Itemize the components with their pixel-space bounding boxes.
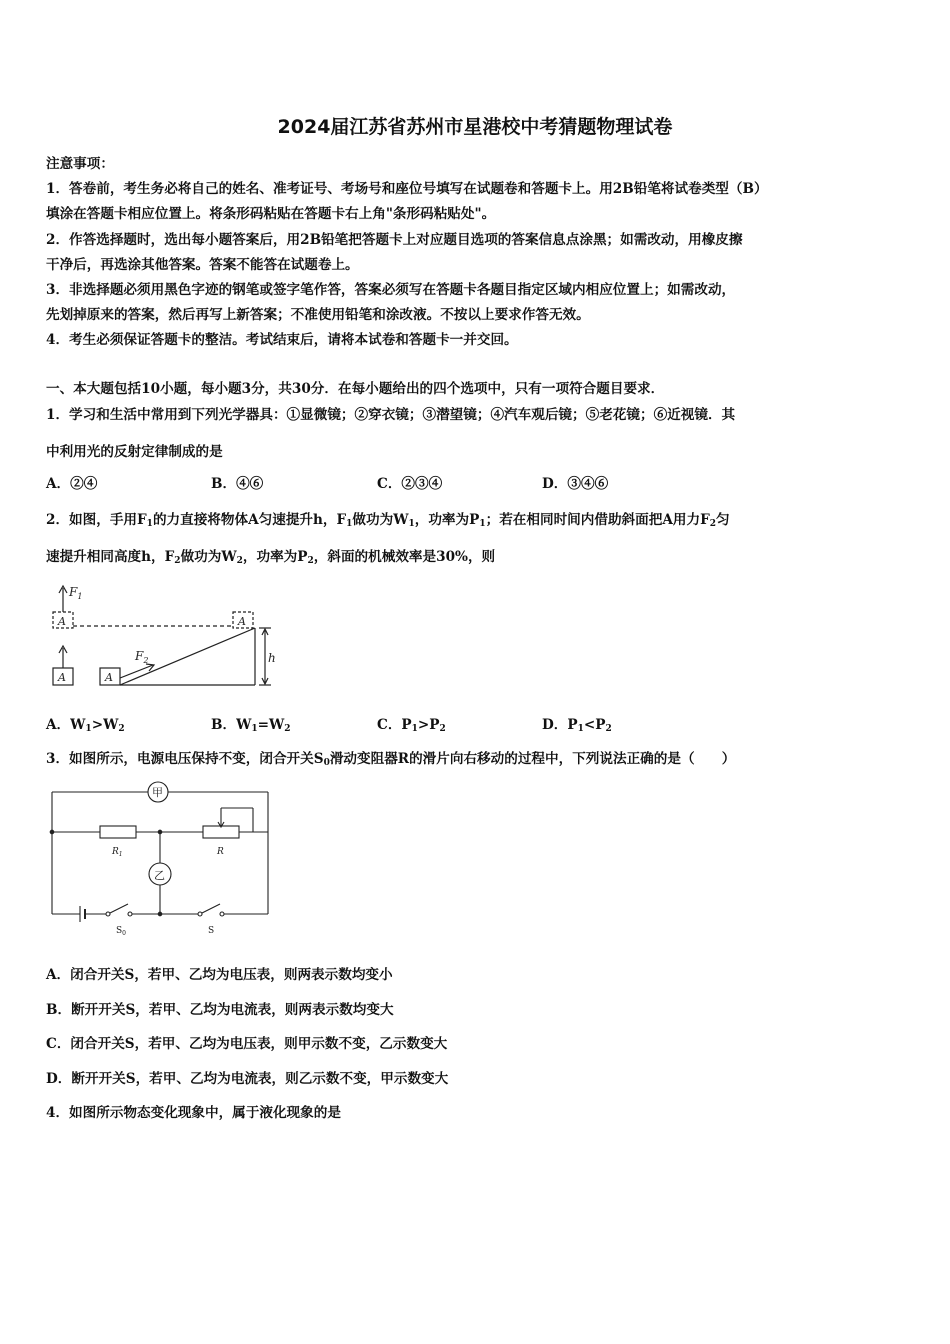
circuit-figure — [48, 778, 278, 938]
switch-contact — [106, 912, 110, 916]
meter-yi-label: 乙 — [154, 869, 165, 882]
q2-option-d: D．$P_1<P_2$ — [542, 717, 612, 734]
notice-line: 3．非选择题必须用黑色字迹的钢笔或签字笔作答，答案必须写在答题卡各题目指定区域内相应位置上；如需改动， — [46, 282, 736, 298]
notice-line: 干净后，再选涂其他答案。答案不能答在试题卷上。 — [46, 257, 359, 273]
switch-contact — [198, 912, 202, 916]
q2-option-a: A．$W_1>W_2$ — [46, 717, 125, 734]
label-f1: $F_1$ — [69, 585, 83, 601]
label-a: A — [105, 671, 113, 684]
question-1-line: 1．学习和生活中常用到下列光学器具：①显微镜；②穿衣镜；③潜望镜；④汽车观后镜；⑤老花镜；⑥近视镜．其 — [46, 407, 736, 423]
page-title: 2024届江苏省苏州市星港校中考猜题物理试卷 — [277, 116, 673, 138]
meter-jia-label: 甲 — [152, 786, 163, 799]
q1-option-a: A．②④ — [46, 476, 98, 492]
label-s: S — [208, 926, 215, 936]
notice-line: 2．作答选择题时，选出每小题答案后，用2B铅笔把答题卡上对应题目选项的答案信息点涂黑；如需改动，用橡皮擦 — [46, 232, 743, 248]
question-1-line: 中利用光的反射定律制成的是 — [46, 444, 223, 460]
q1-option-d: D．③④⑥ — [542, 476, 609, 492]
junction — [50, 830, 54, 834]
label-f2: $F_2$ — [135, 649, 149, 665]
question-2-line: 速提升相同高度h，$F_2$做功为$W_2$，功率为$P_2$，斜面的机械效率是30%，则 — [46, 549, 496, 566]
incline-figure — [45, 580, 285, 695]
label-r1: $R_1$ — [112, 847, 123, 858]
q3-option-a: A．闭合开关S，若甲、乙均为电压表，则两表示数均变小 — [46, 967, 393, 983]
question-4-line: 4．如图所示物态变化现象中，属于液化现象的是 — [46, 1105, 341, 1121]
question-3-line: 3．如图所示，电源电压保持不变，闭合开关$S_0$滑动变阻器R的滑片向右移动的过程中，下列说法正确的是（ ） — [46, 751, 736, 768]
label-a: A — [58, 615, 66, 628]
switch-s0 — [110, 904, 128, 913]
question-2-line: 2．如图，手用$F_1$的力直接将物体A匀速提升h，$F_1$做功为$W_1$，功率为$P_1$；若在相同时间内借助斜面把A用力$F_2$匀 — [46, 512, 730, 529]
q1-option-c: C．②③④ — [377, 476, 443, 492]
q2-option-b: B．$W_1=W_2$ — [211, 717, 291, 734]
notice-line: 先划掉原来的答案，然后再写上新答案；不准使用铅笔和涂改液。不按以上要求作答无效。 — [46, 307, 590, 323]
section-heading: 一、本大题包括10小题，每小题3分，共30分．在每小题给出的四个选项中，只有一项符合题目要求． — [46, 381, 665, 397]
q2-option-c: C．$P_1>P_2$ — [377, 717, 446, 734]
switch-contact — [128, 912, 132, 916]
switch-contact — [220, 912, 224, 916]
q1-option-b: B．④⑥ — [211, 476, 264, 492]
label-r: R — [217, 847, 224, 857]
label-a: A — [238, 615, 246, 628]
q3-option-d: D．断开开关S，若甲、乙均为电流表，则乙示数不变，甲示数变大 — [46, 1071, 449, 1087]
force-arrow-f2 — [120, 665, 153, 678]
q3-option-c: C．闭合开关S，若甲、乙均为电压表，则甲示数不变，乙示数变大 — [46, 1036, 448, 1052]
q3-option-b: B．断开开关S，若甲、乙均为电流表，则两表示数均变大 — [46, 1002, 394, 1018]
label-s0: $S_0$ — [116, 926, 126, 937]
notice-line: 1．答卷前，考生务必将自己的姓名、准考证号、考场号和座位号填写在试题卷和答题卡上。用2B铅笔将试卷类型（B） — [46, 181, 768, 197]
label-a: A — [58, 671, 66, 684]
resistor-r1 — [100, 826, 136, 838]
label-h: h — [268, 651, 276, 665]
notice-line: 4．考生必须保证答题卡的整洁。考试结束后，请将本试卷和答题卡一并交回。 — [46, 332, 518, 348]
notice-heading: 注意事项： — [46, 156, 114, 172]
switch-s — [202, 904, 220, 913]
notice-line: 填涂在答题卡相应位置上。将条形码粘贴在答题卡右上角"条形码粘贴处"。 — [46, 206, 496, 222]
